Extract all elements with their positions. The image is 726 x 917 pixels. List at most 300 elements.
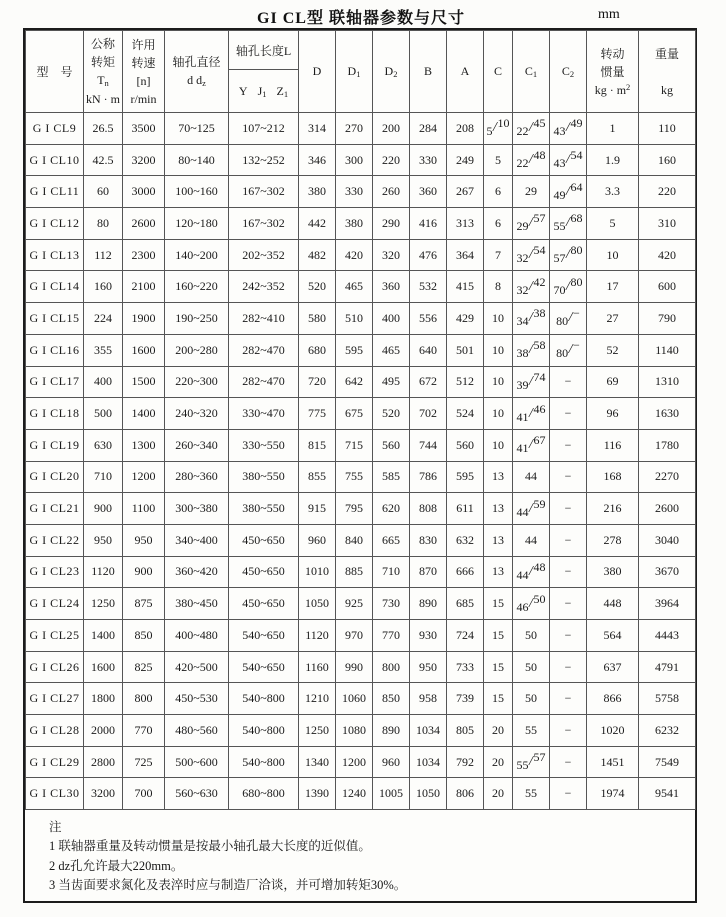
cell-inertia: 52 (587, 334, 639, 366)
cell-bore-length: 242~352 (229, 271, 299, 303)
cell-model: G I CL25 (26, 620, 84, 652)
cell-model: G I CL18 (26, 398, 84, 430)
cell-speed: 770 (123, 715, 165, 747)
cell-inertia: 3.3 (587, 176, 639, 208)
cell-speed: 2300 (123, 239, 165, 271)
cell-D: 1160 (299, 651, 336, 683)
cell-C2: 43/54 (550, 144, 587, 176)
cell-C1: 22/45 (513, 113, 550, 145)
cell-D2: 260 (373, 176, 410, 208)
cell-A: 806 (447, 778, 484, 810)
cell-torque: 900 (84, 493, 123, 525)
table-row (26, 429, 696, 461)
cell-C1: 32/54 (513, 239, 550, 271)
cell-torque: 26.5 (84, 113, 123, 145)
cell-inertia: 69 (587, 366, 639, 398)
cell-D: 1120 (299, 620, 336, 652)
cell-C: 13 (484, 493, 513, 525)
cell-speed: 1900 (123, 303, 165, 335)
cell-torque: 2800 (84, 746, 123, 778)
cell-model: G I CL21 (26, 493, 84, 525)
cell-C1: 44/48 (513, 556, 550, 588)
header-D2: D2 (373, 31, 410, 113)
cell-D2: 710 (373, 556, 410, 588)
cell-C: 13 (484, 461, 513, 493)
cell-C: 10 (484, 429, 513, 461)
note-item: 1 联轴器重量及转动惯量是按最小轴孔最大长度的近似值。 (49, 839, 371, 854)
header-speed: 许用 转速 [n] r/min (123, 31, 165, 113)
cell-A: 739 (447, 683, 484, 715)
cell-model: G I CL22 (26, 524, 84, 556)
cell-bore-length: 330~470 (229, 398, 299, 430)
table-row (26, 556, 696, 588)
header-D: D (299, 31, 336, 113)
cell-D1: 795 (336, 493, 373, 525)
cell-C: 5/10 (484, 113, 513, 145)
cell-A: 724 (447, 620, 484, 652)
table-row (26, 461, 696, 493)
cell-C2: − (550, 524, 587, 556)
cell-torque: 2000 (84, 715, 123, 747)
header-A: A (447, 31, 484, 113)
cell-A: 666 (447, 556, 484, 588)
cell-D: 960 (299, 524, 336, 556)
cell-D1: 1200 (336, 746, 373, 778)
cell-weight: 9541 (639, 778, 696, 810)
header-C: C (484, 31, 513, 113)
cell-model: G I CL16 (26, 334, 84, 366)
cell-bore-diameter: 240~320 (165, 398, 229, 430)
cell-bore-diameter: 560~630 (165, 778, 229, 810)
cell-inertia: 448 (587, 588, 639, 620)
cell-bore-length: 540~650 (229, 620, 299, 652)
note-item: 3 当齿面要求氮化及表淬时应与制造厂洽谈，并可增加转矩30%。 (49, 878, 407, 893)
cell-inertia: 866 (587, 683, 639, 715)
table-row (26, 715, 696, 747)
cell-D1: 642 (336, 366, 373, 398)
cell-torque: 60 (84, 176, 123, 208)
cell-D: 915 (299, 493, 336, 525)
cell-C1: 46/50 (513, 588, 550, 620)
cell-model: G I CL20 (26, 461, 84, 493)
cell-model: G I CL11 (26, 176, 84, 208)
cell-bore-length: 202~352 (229, 239, 299, 271)
header-model: 型 号 (26, 31, 84, 113)
cell-model: G I CL23 (26, 556, 84, 588)
cell-A: 524 (447, 398, 484, 430)
cell-bore-length: 282~470 (229, 334, 299, 366)
cell-D1: 755 (336, 461, 373, 493)
cell-bore-diameter: 190~250 (165, 303, 229, 335)
table-row (26, 334, 696, 366)
cell-C2: − (550, 715, 587, 747)
cell-weight: 3040 (639, 524, 696, 556)
cell-D: 1250 (299, 715, 336, 747)
cell-bore-length: 107~212 (229, 113, 299, 145)
table-row (26, 620, 696, 652)
cell-inertia: 216 (587, 493, 639, 525)
cell-D2: 585 (373, 461, 410, 493)
cell-torque: 1250 (84, 588, 123, 620)
cell-C: 5 (484, 144, 513, 176)
cell-bore-diameter: 400~480 (165, 620, 229, 652)
cell-bore-diameter: 160~220 (165, 271, 229, 303)
parameters-table (25, 30, 696, 810)
cell-bore-diameter: 260~340 (165, 429, 229, 461)
cell-D: 1050 (299, 588, 336, 620)
cell-model: G I CL28 (26, 715, 84, 747)
cell-C1: 22/48 (513, 144, 550, 176)
cell-A: 429 (447, 303, 484, 335)
cell-A: 595 (447, 461, 484, 493)
cell-D: 1340 (299, 746, 336, 778)
cell-A: 685 (447, 588, 484, 620)
cell-C2: − (550, 493, 587, 525)
cell-inertia: 1974 (587, 778, 639, 810)
cell-B: 744 (410, 429, 447, 461)
cell-torque: 1400 (84, 620, 123, 652)
cell-bore-diameter: 70~125 (165, 113, 229, 145)
cell-D2: 665 (373, 524, 410, 556)
cell-inertia: 10 (587, 239, 639, 271)
cell-B: 1034 (410, 746, 447, 778)
cell-D1: 595 (336, 334, 373, 366)
cell-A: 208 (447, 113, 484, 145)
cell-A: 733 (447, 651, 484, 683)
cell-bore-length: 282~470 (229, 366, 299, 398)
cell-C1: 32/42 (513, 271, 550, 303)
page-title: GI CL型 联轴器参数与尺寸 (257, 10, 465, 27)
cell-bore-diameter: 220~300 (165, 366, 229, 398)
table-frame (23, 28, 697, 903)
cell-D2: 520 (373, 398, 410, 430)
cell-D2: 465 (373, 334, 410, 366)
cell-weight: 6232 (639, 715, 696, 747)
cell-D: 1010 (299, 556, 336, 588)
cell-B: 870 (410, 556, 447, 588)
cell-D: 346 (299, 144, 336, 176)
cell-torque: 630 (84, 429, 123, 461)
cell-bore-diameter: 480~560 (165, 715, 229, 747)
cell-weight: 7549 (639, 746, 696, 778)
cell-C: 6 (484, 208, 513, 240)
cell-C: 20 (484, 778, 513, 810)
cell-model: G I CL24 (26, 588, 84, 620)
table-body (26, 113, 696, 810)
cell-bore-diameter: 340~400 (165, 524, 229, 556)
cell-bore-diameter: 80~140 (165, 144, 229, 176)
cell-bore-diameter: 420~500 (165, 651, 229, 683)
table-row (26, 683, 696, 715)
cell-C2: − (550, 398, 587, 430)
cell-D2: 360 (373, 271, 410, 303)
cell-speed: 900 (123, 556, 165, 588)
cell-D2: 400 (373, 303, 410, 335)
cell-B: 476 (410, 239, 447, 271)
cell-D1: 380 (336, 208, 373, 240)
cell-weight: 2600 (639, 493, 696, 525)
cell-C1: 55 (513, 715, 550, 747)
cell-bore-diameter: 450~530 (165, 683, 229, 715)
cell-model: G I CL13 (26, 239, 84, 271)
cell-inertia: 564 (587, 620, 639, 652)
cell-torque: 224 (84, 303, 123, 335)
cell-weight: 220 (639, 176, 696, 208)
cell-C2: − (550, 429, 587, 461)
cell-bore-diameter: 200~280 (165, 334, 229, 366)
cell-bore-diameter: 100~160 (165, 176, 229, 208)
table-row (26, 651, 696, 683)
table-row (26, 524, 696, 556)
cell-speed: 800 (123, 683, 165, 715)
cell-model: G I CL14 (26, 271, 84, 303)
cell-C: 13 (484, 556, 513, 588)
cell-C1: 39/74 (513, 366, 550, 398)
cell-torque: 400 (84, 366, 123, 398)
cell-model: G I CL15 (26, 303, 84, 335)
cell-B: 830 (410, 524, 447, 556)
cell-speed: 3200 (123, 144, 165, 176)
cell-D2: 730 (373, 588, 410, 620)
cell-D: 442 (299, 208, 336, 240)
cell-C1: 29/57 (513, 208, 550, 240)
cell-D2: 960 (373, 746, 410, 778)
cell-D: 720 (299, 366, 336, 398)
cell-inertia: 1020 (587, 715, 639, 747)
cell-C: 10 (484, 366, 513, 398)
cell-A: 249 (447, 144, 484, 176)
cell-model: G I CL29 (26, 746, 84, 778)
cell-inertia: 278 (587, 524, 639, 556)
cell-D1: 420 (336, 239, 373, 271)
cell-C1: 50 (513, 651, 550, 683)
cell-B: 532 (410, 271, 447, 303)
cell-B: 556 (410, 303, 447, 335)
notes-list (49, 837, 689, 895)
cell-weight: 600 (639, 271, 696, 303)
cell-bore-diameter: 500~600 (165, 746, 229, 778)
cell-weight: 1630 (639, 398, 696, 430)
cell-torque: 112 (84, 239, 123, 271)
cell-B: 786 (410, 461, 447, 493)
cell-D2: 290 (373, 208, 410, 240)
table-row (26, 366, 696, 398)
cell-B: 808 (410, 493, 447, 525)
cell-C: 15 (484, 651, 513, 683)
cell-speed: 725 (123, 746, 165, 778)
cell-B: 1034 (410, 715, 447, 747)
cell-C: 7 (484, 239, 513, 271)
cell-D2: 560 (373, 429, 410, 461)
header-D1: D1 (336, 31, 373, 113)
cell-D1: 1080 (336, 715, 373, 747)
cell-bore-length: 380~550 (229, 461, 299, 493)
cell-model: G I CL26 (26, 651, 84, 683)
cell-A: 805 (447, 715, 484, 747)
cell-torque: 160 (84, 271, 123, 303)
cell-C: 8 (484, 271, 513, 303)
cell-bore-diameter: 120~180 (165, 208, 229, 240)
cell-torque: 80 (84, 208, 123, 240)
cell-C2: − (550, 556, 587, 588)
unit-label: mm (598, 7, 620, 22)
cell-D2: 320 (373, 239, 410, 271)
cell-C2: − (550, 366, 587, 398)
table-row (26, 271, 696, 303)
cell-bore-diameter: 140~200 (165, 239, 229, 271)
cell-D1: 300 (336, 144, 373, 176)
cell-torque: 3200 (84, 778, 123, 810)
cell-D: 314 (299, 113, 336, 145)
cell-B: 958 (410, 683, 447, 715)
cell-bore-diameter: 360~420 (165, 556, 229, 588)
cell-D1: 715 (336, 429, 373, 461)
cell-speed: 700 (123, 778, 165, 810)
cell-C2: 80/− (550, 303, 587, 335)
header-bore-length: 轴孔长度L (229, 31, 299, 70)
cell-A: 560 (447, 429, 484, 461)
cell-model: G I CL19 (26, 429, 84, 461)
cell-D1: 1060 (336, 683, 373, 715)
cell-torque: 500 (84, 398, 123, 430)
cell-speed: 1500 (123, 366, 165, 398)
table-row (26, 113, 696, 145)
cell-speed: 2600 (123, 208, 165, 240)
cell-speed: 1300 (123, 429, 165, 461)
cell-A: 632 (447, 524, 484, 556)
cell-B: 930 (410, 620, 447, 652)
cell-B: 416 (410, 208, 447, 240)
cell-B: 950 (410, 651, 447, 683)
cell-D1: 970 (336, 620, 373, 652)
cell-bore-length: 450~650 (229, 524, 299, 556)
cell-speed: 1400 (123, 398, 165, 430)
cell-D: 520 (299, 271, 336, 303)
cell-C: 15 (484, 588, 513, 620)
cell-B: 360 (410, 176, 447, 208)
cell-torque: 710 (84, 461, 123, 493)
cell-D: 380 (299, 176, 336, 208)
cell-B: 284 (410, 113, 447, 145)
cell-A: 313 (447, 208, 484, 240)
cell-B: 640 (410, 334, 447, 366)
header-inertia: 转动 惯量 kg · $m^2$ (587, 31, 639, 113)
cell-C2: − (550, 588, 587, 620)
header-bore-length-series: Y J1 Z1 (229, 70, 299, 113)
cell-inertia: 1451 (587, 746, 639, 778)
cell-weight: 3670 (639, 556, 696, 588)
cell-D1: 465 (336, 271, 373, 303)
cell-weight: 1140 (639, 334, 696, 366)
cell-speed: 3000 (123, 176, 165, 208)
cell-inertia: 637 (587, 651, 639, 683)
cell-torque: 1800 (84, 683, 123, 715)
cell-inertia: 17 (587, 271, 639, 303)
cell-C1: 41/46 (513, 398, 550, 430)
cell-model: G I CL9 (26, 113, 84, 145)
cell-C2: 43/49 (550, 113, 587, 145)
cell-bore-length: 132~252 (229, 144, 299, 176)
cell-bore-length: 540~650 (229, 651, 299, 683)
cell-C1: 44 (513, 461, 550, 493)
cell-C: 10 (484, 303, 513, 335)
cell-B: 1050 (410, 778, 447, 810)
cell-C2: − (550, 683, 587, 715)
cell-model: G I CL27 (26, 683, 84, 715)
cell-C2: 70/80 (550, 271, 587, 303)
cell-bore-length: 540~800 (229, 683, 299, 715)
cell-D1: 1240 (336, 778, 373, 810)
cell-inertia: 168 (587, 461, 639, 493)
cell-C2: 57/80 (550, 239, 587, 271)
cell-speed: 825 (123, 651, 165, 683)
header-bore-diameter: 轴孔直径 d dz (165, 31, 229, 113)
cell-D: 855 (299, 461, 336, 493)
cell-A: 611 (447, 493, 484, 525)
cell-D1: 990 (336, 651, 373, 683)
cell-inertia: 1 (587, 113, 639, 145)
cell-D1: 925 (336, 588, 373, 620)
cell-bore-diameter: 300~380 (165, 493, 229, 525)
cell-speed: 850 (123, 620, 165, 652)
table-row (26, 303, 696, 335)
cell-speed: 2100 (123, 271, 165, 303)
cell-weight: 3964 (639, 588, 696, 620)
cell-C2: − (550, 461, 587, 493)
table-row (26, 398, 696, 430)
cell-C: 6 (484, 176, 513, 208)
cell-speed: 875 (123, 588, 165, 620)
cell-B: 890 (410, 588, 447, 620)
cell-torque: 950 (84, 524, 123, 556)
cell-D1: 675 (336, 398, 373, 430)
cell-bore-length: 540~800 (229, 746, 299, 778)
cell-weight: 310 (639, 208, 696, 240)
cell-bore-diameter: 280~360 (165, 461, 229, 493)
cell-C2: − (550, 778, 587, 810)
cell-C: 10 (484, 398, 513, 430)
cell-C: 15 (484, 620, 513, 652)
table-row (26, 493, 696, 525)
notes (49, 818, 689, 896)
cell-torque: 42.5 (84, 144, 123, 176)
cell-C: 10 (484, 334, 513, 366)
cell-bore-length: 380~550 (229, 493, 299, 525)
cell-B: 702 (410, 398, 447, 430)
cell-D2: 850 (373, 683, 410, 715)
cell-D2: 200 (373, 113, 410, 145)
cell-C1: 44 (513, 524, 550, 556)
cell-model: G I CL10 (26, 144, 84, 176)
cell-B: 330 (410, 144, 447, 176)
cell-weight: 1780 (639, 429, 696, 461)
cell-D: 1210 (299, 683, 336, 715)
table-row (26, 208, 696, 240)
cell-weight: 790 (639, 303, 696, 335)
cell-inertia: 96 (587, 398, 639, 430)
cell-weight: 2270 (639, 461, 696, 493)
table-row (26, 144, 696, 176)
cell-D: 1390 (299, 778, 336, 810)
cell-model: G I CL17 (26, 366, 84, 398)
header-B: B (410, 31, 447, 113)
cell-C1: 44/59 (513, 493, 550, 525)
cell-bore-length: 540~800 (229, 715, 299, 747)
table-row (26, 778, 696, 810)
cell-D2: 220 (373, 144, 410, 176)
cell-speed: 1600 (123, 334, 165, 366)
header-C2: C2 (550, 31, 587, 113)
